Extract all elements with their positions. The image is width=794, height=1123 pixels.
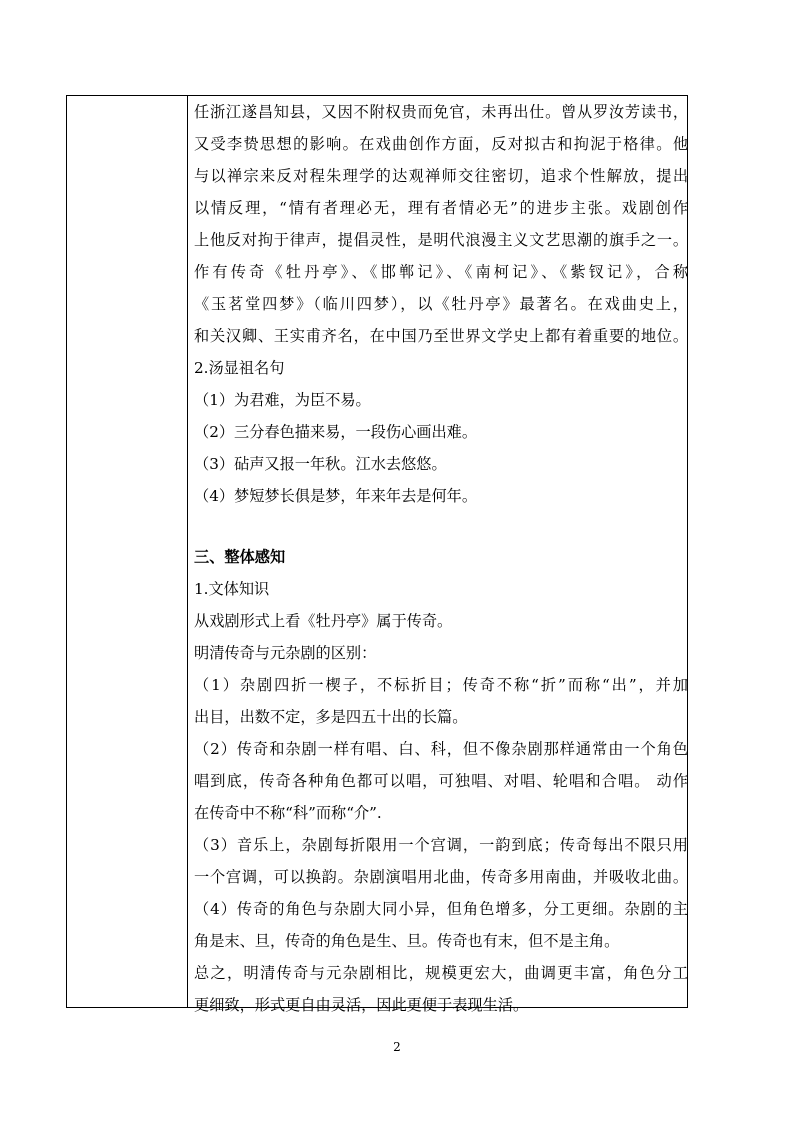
difference-line: 唱到底，传奇各种角色都可以唱，可独唱、对唱、轮唱和合唱。 动作 [194, 772, 688, 790]
quote-item: （2）三分春色描来易，一段伤心画出难。 [194, 423, 478, 441]
bio-line: 又受李贽思想的影响。在戏曲创作方面，反对拟古和拘泥于格律。他 [194, 135, 688, 153]
table-left-cell [67, 96, 188, 1007]
page-number: 2 [393, 1040, 401, 1054]
difference-line: 一个宫调，可以换韵。杂剧演唱用北曲，传奇多用南曲，并吸收北曲。 [194, 868, 688, 886]
bio-line: 与以禅宗来反对程朱理学的达观禅师交往密切，追求个性解放，提出 [194, 167, 688, 185]
difference-line: 角是末、旦，传奇的角色是生、旦。传奇也有末，但不是主角。 [194, 932, 620, 950]
bio-line: 《玉茗堂四梦》（临川四梦），以《牡丹亭》最著名。在戏曲史上， [194, 295, 688, 313]
genre-heading: 1.文体知识 [194, 580, 270, 598]
content-table [66, 95, 688, 1014]
difference-line: 在传奇中不称“科”而称“介”. [194, 804, 382, 822]
quote-item: （1）为君难，为臣不易。 [194, 391, 371, 409]
difference-line: 出目，出数不定，多是四五十出的长篇。 [194, 708, 468, 726]
section-title: 三、整体感知 [194, 548, 286, 566]
difference-line: （4）传奇的角色与杂剧大同小异，但角色增多，分工更细。杂剧的主 [194, 900, 688, 918]
quote-item: （3）砧声又报一年秋。江水去悠悠。 [194, 455, 447, 473]
summary-line: 总之，明清传奇与元杂剧相比，规模更宏大，曲调更丰富，角色分工 [194, 964, 688, 982]
genre-line: 从戏剧形式上看《牡丹亭》属于传奇。 [194, 612, 453, 630]
summary-line: 更细致，形式更自由灵活，因此更便于表现生活。 [194, 996, 529, 1014]
bio-line: 任浙江遂昌知县，又因不附权贵而免官，未再出仕。曾从罗汝芳读书， [194, 103, 688, 121]
bio-line: 以情反理，“情有者理必无，理有者情必无”的进步主张。戏剧创作 [194, 199, 688, 217]
table-right-cell [188, 96, 688, 1014]
bio-line: 作有传奇《牡丹亭》、《邯郸记》、《南柯记》、《紫钗记》，合称 [194, 263, 688, 281]
difference-line: （3）音乐上，杂剧每折限用一个宫调，一韵到底；传奇每出不限只用 [194, 836, 688, 854]
quote-item: （4）梦短梦长俱是梦，年来年去是何年。 [194, 487, 478, 505]
quotes-heading: 2.汤显祖名句 [194, 359, 285, 377]
genre-line: 明清传奇与元杂剧的区别： [194, 644, 377, 662]
bio-line: 和关汉卿、王实甫齐名，在中国乃至世界文学史上都有着重要的地位。 [194, 327, 688, 345]
difference-line: （2）传奇和杂剧一样有唱、白、科，但不像杂剧那样通常由一个角色 [194, 740, 688, 758]
difference-line: （1）杂剧四折一楔子，不标折目；传奇不称“折”而称“出”，并加 [194, 676, 688, 694]
bio-line: 上他反对拘于律声，提倡灵性，是明代浪漫主义文艺思潮的旗手之一。 [194, 231, 688, 249]
